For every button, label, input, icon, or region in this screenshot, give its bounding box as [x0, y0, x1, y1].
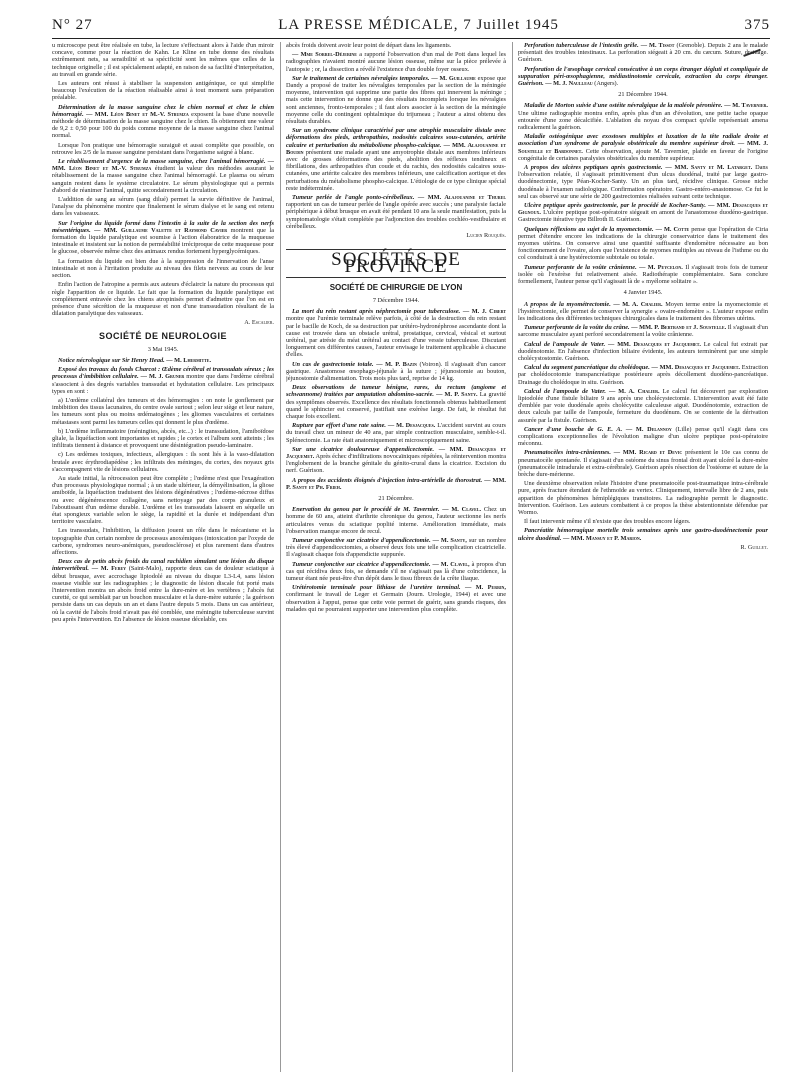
article-title: Quelques réflexions au sujet de la myomectomie. — [524, 225, 654, 233]
paragraph: La formation du liquide est bien due à la suppression de l'innervation de l'anse intestinale et non à l'irritation produite au niveau des filets nerveux au cours de leur section. — [52, 257, 274, 280]
column-divider — [280, 42, 281, 1072]
article-title: Tumeur perforante de la voûte crânienne. — [524, 263, 637, 271]
article-title: A propos de la myométrectomie. — [524, 300, 611, 308]
signature: A. Escalier. — [244, 319, 274, 327]
article-authors: — M. Lhermitte. — [164, 356, 212, 364]
article-entry — [518, 42, 768, 64]
article-title: Calcul du segment pancréatique du cholédoque. — [524, 364, 650, 372]
article-entry — [518, 341, 768, 363]
paragraph: abcès froids doivent avoir leur point de départ dans les ligaments. — [286, 42, 452, 49]
article-authors: — M. Cotte — [653, 225, 690, 233]
article-entry — [518, 226, 768, 262]
article-entry — [518, 449, 768, 478]
article-title: Deux observations de tumeur bénigne, rares, du rectum (angiome et schwannome) traitées par amputation abdomino-sacrée. — [286, 384, 506, 399]
article-entry — [286, 51, 506, 73]
article-title: Ulcère peptique après gastrectomie, par le procédé de Kocher-Santy. — [524, 202, 706, 210]
session-date: 7 Décembre 1944. — [372, 296, 420, 304]
article-authors: — MM. Ricard et Devic — [610, 449, 683, 457]
article-title: Exposé des travaux du fonds Charcot : Œdème cérébral et transsudats séreux ; les processus d'imbibition cellulaire. — [52, 366, 274, 381]
article-title: Sur un syndrome clinique caractérisé par une atrophie musculaire distale avec déformations des pieds, arthropathies, nodosités calcaires sous-cutanées, artérite calcaire et perturbation du métabolisme phospho-calcique. — [286, 127, 506, 149]
article-text: Extraction par cholédocotomie transpancréatique postérieure après décollement duodéno-pancréatique. Drainage du cholédoque in situ. Guérison. — [518, 364, 768, 386]
article-text: Moyen terme entre la myomectomie et l'hystérectomie, elle permet de conserver la synergie « ovaire-endomètre ». L'auteur expose enfin les indications des différentes techniques chirurgicales dans le traitement des fibromes utérins. — [518, 300, 768, 322]
article-text: Il s'agissait trois fois de tumeur isolée où l'exérèse fut relativement aisée. Radiothérapie complémentaire. Sans conclure formellement, l'auteur pense qu'il s'agissait là de « myélome solitaire ». — [518, 263, 768, 286]
article-authors: — MM. Desjacques et Jacquemet. — [286, 445, 506, 460]
article-authors: — MM. P. Santy et Ph. Frieh. — [286, 476, 506, 491]
article-text: (Lille) pense qu'il s'agit dans ces complications exceptionnelles de l'évolution maligne d'un ulcère peptique post-opératoire méconnu. — [518, 425, 768, 448]
article-authors: — M. A. Chalier. — [610, 300, 663, 308]
column-3 — [518, 42, 768, 1072]
article-title: Maladie de Morton suivie d'une ostéite névralgique de la maléole péronière. — [524, 102, 723, 110]
header-rule — [52, 38, 770, 39]
article-entry — [52, 220, 274, 256]
article-title: A propos des ulcères peptiques après gastrectomie. — [524, 164, 663, 172]
paragraph: Au stade initial, la rétrocession peut être complète ; l'œdème n'est que l'exagération d'un processus physiologique normal ; à un stade ultérieur, la démyélinisation, la gliose amiboïde, la liquéfaction traduisent des lésions dégénératives ; l'œdème-nécrose diffus ou avec dégénérescence collagène, sans nettoyage par des corps granuleux et l'aboutissant d'un œdème durable. L'œdème et les transsudats laissent en séquelle un état spongieux variable selon le siège, la rapidité et la durée et indépendant d'un territoire vasculaire. — [52, 474, 274, 526]
article-authors: — MM. Desjacques et Jacquemet. — [649, 364, 741, 372]
article-entry — [286, 194, 506, 230]
session-date: 21 Décembre. — [378, 494, 414, 502]
paragraph: Enfin l'action de l'atropine a permis aux auteurs d'éclaircir la nature du processus qui règle l'apparition de ce liquide. Le fait que la formation du liquide paralytique est complètement entravée chez les chiens atropinisés permet d'admettre que l'on est en présence d'une sécrétion de la muqueuse et non d'une transsudation résultant de la dilatation paralytique des vaisseaux. — [52, 281, 274, 318]
article-title: Tumeur conjonctive sur cicatrice d'appendicectomie. — [292, 560, 431, 568]
article-entry — [286, 361, 506, 383]
article-title: Sur le traitement de certaines névralgies temporales. — [292, 74, 430, 82]
paragraph: Lorsque l'on pratique une hémorragie suraiguë et aussi complète que possible, on retrouve les 2/5 de la masse sanguine persistant dans l'organisme saigné à blanc. — [52, 141, 274, 156]
article-text: sur un nombre très élevé d'appendicectomies, a observé deux fois une telle complication cicatricielle. Il s'agissait chaque fois d'appendicite suppurée. — [286, 536, 506, 559]
article-text: Il s'agissait d'un sarcome musculaire ayant perforé secondairement la voûte crânienne. — [518, 324, 768, 339]
signature: R. Guillet. — [740, 543, 768, 551]
article-entry — [518, 364, 768, 386]
article-authors: — M. Tissot — [638, 42, 675, 49]
article-text: Chez un homme de 60 ans, atteint d'arthrite chronique du genou, l'auteur sectionne les nerfs articulaires venus du sciatique poplité interne. Amélioration immédiate, mais l'observation manque encore de recul. — [286, 506, 506, 535]
article-entry — [286, 75, 506, 125]
article-entry — [286, 446, 506, 475]
section-banner: SOCIÉTÉS DE PROVINCE — [286, 249, 506, 277]
page-header — [52, 14, 770, 34]
article-authors: — MM. P. Bertrand et J. Soustelle. — [629, 324, 727, 332]
article-entry — [518, 264, 768, 286]
article-title: Enervation du genou par le procédé de M. Tavernier. — [292, 506, 440, 514]
journal-title: LA PRESSE MÉDICALE, 7 Juillet 1945 — [278, 17, 559, 33]
paragraph: Une deuxième observation relate l'histoire d'une pneumatocèle post-traumatique intra-cérébrale pure, après fracture étendant de l'ethmoïde au vertex. Cliniquement, intervalle libre de 2 ans, puis apparition de phénomènes hémiplégiques transitoires. La radiographie permit le diagnostic. Intervention. Guérison. Les auteurs combattent à ce propos la thèse abstentionniste défendue par Wormo. — [518, 480, 768, 516]
article-text: Après échec d'infiltrations novocaïniques répétées, la réintervention montra l'englobement de la branche génitale du génito-crural dans la cicatrice. Excision du nerf. Guérison. — [286, 452, 506, 475]
article-entry — [286, 308, 506, 358]
article-text: L'accident survint au cours du travail chez un mineur de 40 ans, par simple contraction musculaire, semble-t-il. Splénectomie. La rate était anatomiquement et microscopiquement saine. — [286, 422, 506, 444]
article-text: montre que dans l'œdème cérébral s'associent à des degrés variables transsudat et hydratation cellulaire. Les principaux types en sont : — [52, 373, 274, 395]
article-text: montrent que la formation du liquide paralytique est soumise à l'action élaboratrice de la muqueuse intestinale et insistent sur la notion de perméabilité irréciproque de cette muqueuse pour le glucose, observée même chez des animaux rendus fortement hyperglycémiques. — [52, 226, 274, 256]
article-entry — [52, 158, 274, 194]
article-title: Tumeur conjonctive sur cicatrice d'appendicectomie. — [292, 536, 431, 544]
article-authors: — M. P. Bazin — [373, 360, 417, 368]
article-text: rapportent un cas de tumeur perlée de l'angle opérée avec succès ; une paralysie faciale périphérique à début brusque en avait été pendant 10 ans la seule manifestation, puis la symptomatologie s'était complétée par l'adjonction des troubles cochléo-vestibulaire et cérébelleux. — [286, 201, 506, 230]
article-authors: — M. Santy, — [430, 536, 467, 544]
article-text: La gravité des symptômes observés. Excellence des résultats fonctionnels obtenus habituellement quand le sphincter est conservé, justifiait une exérèse large. De fait, le résultat fut chaque fois excellent. — [286, 391, 506, 420]
article-entry — [518, 133, 768, 162]
article-authors: — M. Peycelon. — [636, 263, 683, 271]
article-text: étudient la valeur des méthodes assurant le rétablissement de la masse sanguine chez l'animal hémorragié. Le plasma ou sérum sanguin restent dans le système circulatoire. Le sérum physiologique qui a permis d'abord de réanimer l'animal, quitte secondairement la circulation. — [52, 165, 274, 194]
article-text: a rapporté l'observation d'un mal de Pott dans lequel les radiographies n'avaient montré aucune lésion osseuse, même sur la pièce prélevée à l'autopsie ; or, la dissection a révélé l'existence d'un double foyer osseux. — [286, 51, 506, 73]
article-title: Cancer d'une bouche de G. E. A. — [524, 425, 623, 433]
session-date: 21 Décembre 1944. — [618, 91, 668, 99]
article-title: Un cas de gastrectomie totale. — [292, 360, 374, 368]
article-authors: — M. J. Cibert — [460, 308, 506, 316]
article-authors: — MM. Alajouanine et Boudin — [286, 141, 506, 156]
article-text: (Angers). — [592, 80, 619, 88]
column-1 — [52, 42, 274, 1072]
article-entry — [518, 388, 768, 424]
article-authors: — MM. Mansuy et P. Marion. — [561, 534, 642, 542]
article-entry — [52, 366, 274, 395]
article-authors: — Mme Sorrel-Déjerine — [292, 51, 357, 59]
article-text: expose que Dandy a proposé de traiter les névralgies temporales par la section de la méningée moyenne, intervention qui supprime une partie des fibres qui innervent la méninge ; mais cette intervention ne donne que des résultats incomplets lorsque les névralgies sont anciennes, fronto-temporales ; il faut alors associer à la section de la méningée moyenne celle du contingent ophtalmique du trijumeau ; l'auteur a ainsi obtenu des résultats durables. — [286, 74, 506, 126]
article-entry — [518, 102, 768, 131]
article-authors: — MM. Léon Binet et M.-V. Strumza — [83, 110, 189, 118]
article-text: présentent le 10e cas connu de pneumatocèle spontanée. Il s'agissait d'un ostéome du sinus frontal droit ayant ulcéré la dure-mère (pneumatocèle intradurale et extra-cérébrale). Guérison après résection de l'ostéome et suture de la brèche dure-mérienne. — [518, 449, 768, 478]
issue-number: N° 27 — [52, 17, 93, 33]
article-authors: — MM. J. Soustelle et Bardonnet. — [518, 140, 768, 155]
session-date: 4 Janvier 1945. — [623, 289, 663, 297]
paragraph: a) L'œdème collatéral des tumeurs et des hémorragies : on note le gonflement par imbibition des tissus lacunaires, du centre ovale surtout ; selon leur siège et leur nature, les tumeurs sont plus ou moins œdématogènes ; les gliomes vasculaires et certaines métastases sont parmi les tumeurs celles qui donnent le plus d'œdème. — [52, 396, 274, 426]
paragraph: c) Les œdèmes toxiques, infectieux, allergiques : ils sont liés à la vaso-dilatation brutale avec érythrodiapédèse ; les infiltrats des méninges, du cortex, des noyaux gris s'accompagnent vite de lésions cellulaires. — [52, 451, 274, 473]
article-entry — [518, 426, 768, 448]
article-text: confirmant le travail de Leger et Germain (Journ. Urologie, 1944) et avec une observation à l'appui, pense que cette voie permet de guérir, sans grands risques, des malades qui ne pourraient supporter une intervention plus complète. — [286, 591, 506, 613]
article-authors: — MM. Alajouanine et Thurel — [414, 194, 506, 202]
article-title: Urétérotomie terminale pour lithiase de l'uretère terminal. — [292, 584, 461, 592]
article-title: Perforation tuberculeuse de l'intestin grêle. — [524, 42, 639, 49]
article-entry — [518, 301, 768, 323]
article-entry — [518, 527, 768, 541]
article-entry — [286, 384, 506, 420]
article-authors: — M. Clavel, — [430, 560, 470, 568]
paragraph: Les transsudats, l'inhibition, la diffusion jouent un rôle dans le mécanisme et la topographie d'un certain nombre de processus anoxémiques (intoxication par l'oxyde de carbone, syndromes neuro-anémiques, pseudosclérose) et plus rarement dans d'autres affections. — [52, 527, 274, 556]
article-entry — [518, 66, 768, 88]
article-authors: — M. Perrin, — [460, 584, 506, 592]
article-authors: — M. A. Chalier. — [605, 387, 660, 395]
article-text: Dans l'observation relatée, il s'agissait primitivement d'un ulcus duodénal, traité par large gastro-duodénectomie, type Péan-Kocher-Santy. Un an plus tard, récidive clinique. Grosse niche duodénale à l'examen radiologique. Confirmation opératoire. Gastro-entéro-anastomose. Ce fut le seul cas observé sur une série de 200 gastrectomies réalisées suivant cette technique. — [518, 164, 768, 200]
article-authors: — MM. Desjacques et Jacquemet. — [605, 340, 701, 348]
article-authors: — M. Delannoy — [622, 425, 672, 433]
article-text: Le calcul fut découvert par exploration lipiodolée d'une fistule biliaire 9 ans après une cholécystectomie. L'intervention avait été faite d'emblée par voie duodénale après cholécystite calculeuse aiguë. Duodénotomie, extraction de deux calculs par taille de l'ampoule, fermeture du duodénum. On se contente de la dérivation assurée par la fistule. Guérison. — [518, 387, 768, 424]
article-authors: — MM. Santy et M. Latarget. — [662, 164, 753, 172]
article-title: Sur l'origine du liquide formé dans l'intestin à la suite de la section des nerfs mésentériques. — [52, 219, 274, 234]
article-authors: — MM. Léon Binet et M.-V. Strumza — [52, 158, 274, 173]
article-text: présentent une malade ayant une amyotrophie distale aux membres inférieurs avec de grosses déformations des pieds, abolition des réflexes tendineux et fibrillations, des arthropathies d'un coude et du rachis, des nodosités calcaires sous-cutanées, une artérite calcaire des membres inférieurs, une calcification aortique et des perturbations du métabolisme phospho-calcique. L'étiologie de ce type clinique spécial reste indéterminée. — [286, 148, 506, 192]
paragraph: b) L'œdème inflammatoire (méningites, abcès, etc...) : le transsudation, l'amiboïdose gliale, la liquéfaction sont importantes et rapides ; le cortex et l'album sont atteints ; les infiltrats tiennent à distance et provoquent une désintégration pseudo-laminaire. — [52, 427, 274, 450]
article-title: Calcul de l'ampoule de Vater. — [524, 340, 606, 348]
page-number: 375 — [744, 17, 770, 33]
article-entry — [286, 537, 506, 559]
signature: Lucien Rouquès. — [466, 232, 506, 240]
article-authors: — M. J. Gruner — [138, 373, 185, 381]
column-2 — [286, 42, 506, 1072]
article-text: (Grenoble). Depuis 2 ans le malade présentait des troubles intestinaux. La perforation siégeait à 20 cm. du cæcum. Suture, drainage. Guérison. — [518, 42, 768, 64]
article-entry — [286, 477, 506, 491]
article-title: Maladie ostéogénique avec exostoses multiples et luxation de la tête radiale droite et association d'un syndrome de paralysie obstétricale du membre supérieur droit. — [518, 133, 768, 148]
article-title: Deux cas de petits abcès froids du canal rachidien simulant une lésion du disque intervertébral. — [52, 558, 274, 573]
article-authors: — MM. Guillaume Valette et Raymond Cavier — [90, 226, 228, 234]
article-title: Calcul de l'ampoule de Vater. — [524, 387, 606, 395]
article-title: La mort du rein restant après néphrectomie pour tuberculose. — [292, 308, 461, 316]
article-title: Sur une cicatrice douloureuse d'appendicectomie. — [292, 445, 435, 453]
article-text: exposent la base d'une nouvelle méthode de détermination de la masse sanguine chez le chien. Ils obtiennent une valeur de 9,2 ± 0,50 pour 100 du poids comme moyenne de la masse sanguine chez l'animal normal. — [52, 110, 274, 140]
paragraph: Les auteurs ont réussi à stabiliser la suspension antigénique, ce qui simplifie beaucoup l'exécution de la réaction réalisable ainsi à tout moment sans préparation préalable. — [52, 80, 274, 102]
article-text: L'ulcère peptique post-opératoire siégeait en amont de l'anastomose duodéno-gastrique. Gastrectomie itérative type Billroth II. Guérison. — [518, 209, 768, 224]
article-text: Le calcul fut extrait par duodénotomie. En l'absence d'infection biliaire évidente, les auteurs terminèrent par une simple cholécystostomie. Guérison. — [518, 340, 768, 362]
article-text: Une ultime radiographie montra enfin, après plus d'un an d'évolution, une petite tache opaque entourée d'une zone décalcifiée. L'ablation du noyau d'os compact qu'elle représentait amena radicalement la guérison. — [518, 109, 768, 132]
paragraph: Il faut intervenir même s'il n'existe que des troubles encore légers. — [524, 518, 691, 526]
article-authors: — M. Clavel. — [439, 506, 482, 514]
article-entry — [52, 357, 274, 364]
session-date: 3 Mai 1945. — [147, 345, 179, 353]
article-authors: — MM. Desjacques et Gignoux. — [518, 202, 768, 217]
paragraph: L'addition de sang au sérum (sang dilué) permet la survie définitive de l'animal, l'analyse du phénomène montre que finalement le sérum dialyse et le sang est retenu dans les vaisseaux. — [52, 196, 274, 218]
column-divider — [512, 42, 513, 1072]
article-entry — [286, 506, 506, 535]
article-title: Tumeur perlée de l'angle ponto-cérébelleux. — [292, 194, 415, 202]
society-heading: SOCIÉTÉ DE CHIRURGIE DE LYON — [329, 282, 463, 292]
article-authors: — M. Guillaume — [429, 74, 476, 82]
article-title: Perforation de l'œsophage cervical consécutive à un corps étranger dégluti et compliquée de suppuration péri-œsophagienne, médiastinotomie cervicale, extraction du corps étranger. Guérison. — [518, 65, 768, 88]
article-title: Tumeur perforante de la voûte du crâne. — [524, 324, 630, 332]
article-entry — [518, 202, 768, 224]
article-title: Notice nécrologique sur Sir Henry Head. — [58, 356, 165, 364]
article-text: Cette observation, ajoute M. Tavernier, plaide en faveur de l'origine congénitale de certaines paralysies obstétricales du membre supérieur. — [518, 147, 768, 162]
article-entry — [286, 422, 506, 444]
article-text: pense que l'opération de Ciria permet d'étendre encore les indications de la chirurgie conservatrice dans le traitement des myomes utérins. On conserve ainsi une quantité suffisante d'endomètre nécessaire au bon fonctionnement de l'ovaire, alors que l'existence de myomes multiples au niveau de l'isthme ou du col conduirait à une hystérectomie subtotale ou totale. — [518, 225, 768, 262]
article-title: Pancréatite hémorragique mortelle trois semaines après une gastro-duodénectomie pour ulcère duodénal. — [518, 527, 768, 542]
article-authors: — M. Desjacques. — [386, 422, 436, 430]
paragraph: u microscope peut être réalisée en tube, la lecture s'effectuant alors à l'aide d'un miroir concave, comme pour la réaction de Kahn. Le Kline en tube donne des résultats extrêmement nets, sa sensibilité et sa spécificité sont les mêmes que celles de la technique originelle ; il est spécialement adapté, en raison de sa facilité d'interprétation, au travail en grande série. — [52, 42, 274, 78]
article-text: (Saint-Malo), rapporte deux cas de douleur sciatique à début brusque, avec accrochage lipiodolé au niveau du disque L3-L4, sans lésion osseuse visible sur les radiographies ; le diagnostic de lésion discale fut porté mais l'intervention montra un abcès froid entre la dure-mère et les vertèbres ; l'abcès fut curetté, ce qui semblait par un bouchon musculaire et la dure-mère suturée ; la guérison persiste dans un cas depuis un an et dans l'autre depuis 5 mois. Dans un cas antérieur, où la cavité de l'abcès froid n'avait pas été comblée, une méningite tuberculeuse survint peu après l'intervention. En l'absence de lésion osseuse décelable, ces — [52, 565, 274, 623]
article-title: Détermination de la masse sanguine chez le chien normal et chez le chien hémorragié. — [52, 103, 274, 118]
article-authors: — M. P. Santy. — [433, 391, 478, 399]
section-heading: SOCIÉTÉ DE NEUROLOGIE — [98, 330, 227, 341]
article-entry — [518, 324, 768, 338]
article-entry — [52, 104, 274, 140]
article-title: Pneumatocèles intra-crâniennes. — [524, 449, 611, 457]
article-text: (Voiron). Il s'agissait d'un cancer gastrique. Anastomose œsophago-jéjunale à la suture ; jéjunostomie au bouton, jéjunostomie d'alimentation. Trois mois plus tard, reprise de 14 kg. — [286, 360, 506, 382]
article-entry — [52, 558, 274, 623]
article-entry — [286, 561, 506, 583]
article-authors: — M. Ferey — [88, 565, 127, 573]
article-authors: — M. Tavernier. — [722, 102, 768, 110]
article-title: Rupture par effort d'une rate saine. — [292, 422, 386, 430]
article-text: montre que l'urémie terminale relève parfois, à côté de la destruction du rein restant par le bacille de Koch, de sa destruction par urétéro-hydronéphrose ascendante dont la cause est trouvée dans un obstacle urétral, prostatique, cervical, vésical et surtout urétéral, par atrésie du méat urétéral au contact d'une vessie tuberculeuse. Discutant longuement ces différentes causes, l'auteur envisage le traitement applicable à chacune d'elles. — [286, 315, 506, 359]
article-entry — [286, 584, 506, 613]
article-authors: — M. J. Naulleau — [543, 80, 593, 88]
article-entry — [286, 127, 506, 192]
article-title: Le rétablissement d'urgence de la masse sanguine, chez l'animal hémorragié. — [58, 158, 266, 166]
article-title: A propos des accidents éloignés d'injection intra-artérielle de thorostrat. — [292, 476, 483, 484]
article-text: à propos d'un cas qui récidiva deux fois, se demande s'il ne s'agissait pas là d'une coïncidence, la tumeur étant née peut-être d'un dépôt dans le tissu fibreux de la crête iliaque. — [286, 560, 506, 582]
article-entry — [518, 164, 768, 200]
